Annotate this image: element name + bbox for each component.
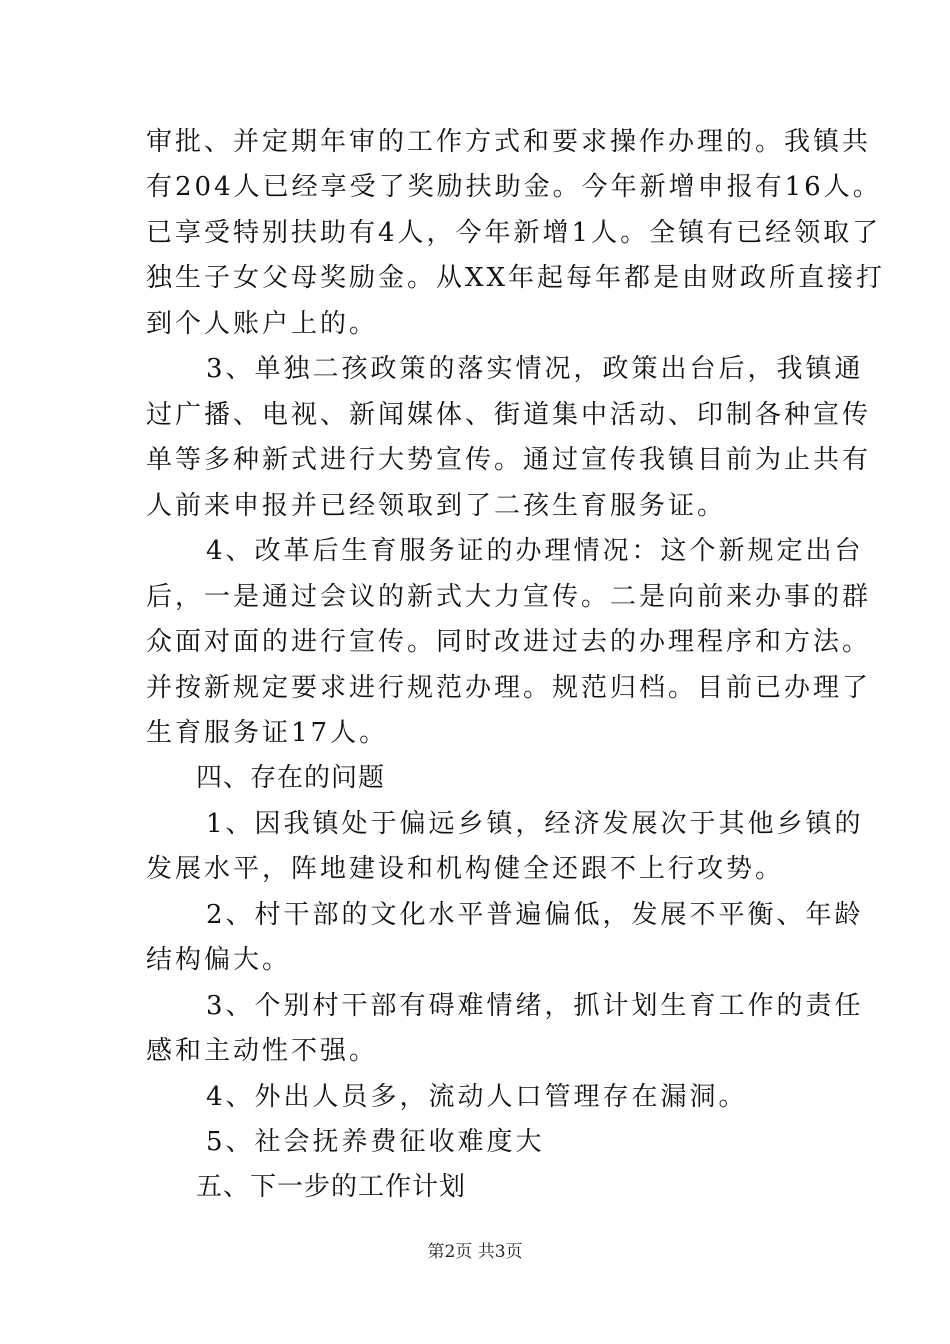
paragraph-start-line: 4、改革后生育服务证的办理情况：这个新规定出台 <box>206 536 864 566</box>
paragraph-start-line: 3、个别村干部有碍难情绪，抓计划生育工作的责任 <box>206 991 864 1021</box>
body-text-line: 单等多种新式进行大势宣传。通过宣传我镇目前为止共有 <box>146 445 872 475</box>
body-text-line: 人前来申报并已经领取到了二孩生育服务证。 <box>146 491 727 521</box>
body-text-line: 到个人账户上的。 <box>146 309 379 339</box>
paragraph-start-line: 5、社会抚养费征收难度大 <box>206 1127 545 1157</box>
paragraph-start-line: 2、村干部的文化水平普遍偏低，发展不平衡、年龄 <box>206 900 864 930</box>
body-text-line: 独生子女父母奖励金。从XX年起每年都是由财政所直接打 <box>146 263 886 293</box>
section-heading: 五、下一步的工作计划 <box>196 1172 467 1202</box>
paragraph-start-line: 3、单独二孩政策的落实情况，政策出台后，我镇通 <box>206 354 864 384</box>
body-text-line: 后，一是通过会议的新式大力宣传。二是向前来办事的群 <box>146 582 872 612</box>
body-text-line: 结构偏大。 <box>146 945 292 975</box>
body-text-line: 众面对面的进行宣传。同时改进过去的办理程序和方法。 <box>146 627 872 657</box>
body-text-line: 生育服务证17人。 <box>146 718 389 748</box>
body-text-line: 感和主动性不强。 <box>146 1036 379 1066</box>
page-number-footer: 第2页 共3页 <box>427 1242 523 1262</box>
body-text-line: 审批、并定期年审的工作方式和要求操作办理的。我镇共 <box>146 127 872 157</box>
body-text-line: 发展水平，阵地建设和机构健全还跟不上行攻势。 <box>146 854 785 884</box>
body-text-line: 已享受特别扶助有4人，今年新增1人。全镇有已经领取了 <box>146 218 882 248</box>
section-heading: 四、存在的问题 <box>196 763 386 793</box>
body-text-line: 并按新规定要求进行规范办理。规范归档。目前已办理了 <box>146 673 872 703</box>
paragraph-start-line: 1、因我镇处于偏远乡镇，经济发展次于其他乡镇的 <box>206 809 864 839</box>
body-text-line: 有204人已经享受了奖励扶助金。今年新增申报有16人。 <box>146 172 882 202</box>
body-text-line: 过广播、电视、新闻媒体、街道集中活动、印制各种宣传 <box>146 400 872 430</box>
paragraph-start-line: 4、外出人员多，流动人口管理存在漏洞。 <box>206 1082 748 1112</box>
